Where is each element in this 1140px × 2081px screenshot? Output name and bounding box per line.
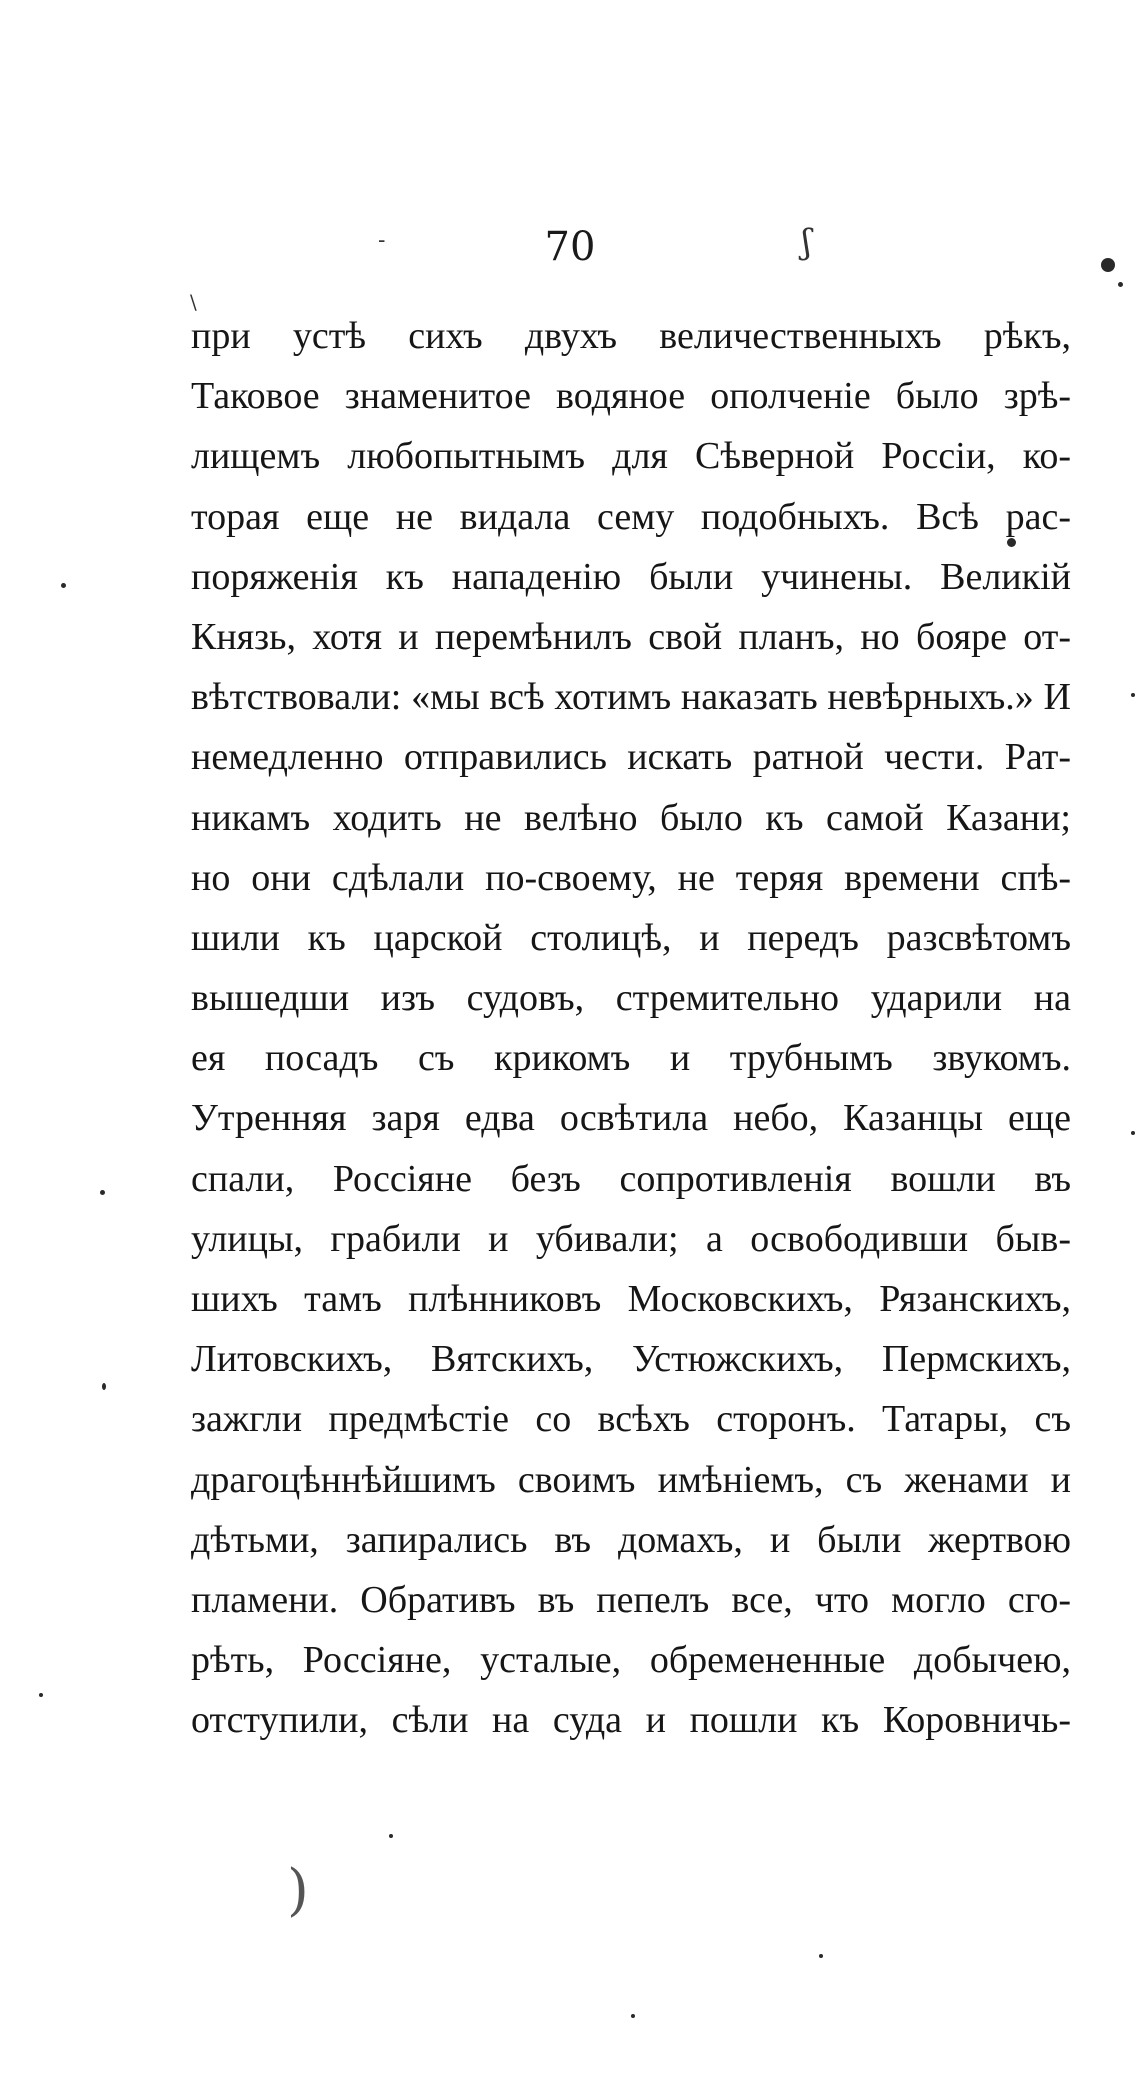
text-line: спали, Россіяне безъ сопротивленія вошли въ (191, 1157, 1071, 1200)
text-line: пламени. Обративъ въ пепелъ все, что могло сго- (191, 1578, 1071, 1621)
text-line: шили къ царской столицѣ, и передъ разсвѣтомъ (191, 916, 1071, 959)
text-line: немедленно отправились искать ратной чести. Рат- (191, 736, 1071, 779)
scan-mark: ) (287, 1858, 309, 1923)
text-line: торая еще не видала сему подобныхъ. Всѣ рас- (191, 495, 1071, 538)
scan-speck (1007, 538, 1016, 547)
scan-speck (39, 1693, 43, 1697)
text-line: Князь, хотя и перемѣнилъ свой планъ, но бояре от- (191, 615, 1071, 658)
text-line: Литовскихъ, Вятскихъ, Устюжскихъ, Пермскихъ, (191, 1338, 1071, 1381)
text-line: вѣтствовали: «мы всѣ хотимъ наказать невѣрныхъ.» И (191, 676, 1071, 719)
scan-mark: ʃ (802, 222, 812, 262)
scan-speck (819, 1954, 823, 1958)
scan-speck (102, 1383, 106, 1390)
text-line: улицы, грабили и убивали; а освободивши быв- (191, 1217, 1071, 1260)
text-line: вышедши изъ судовъ, стремительно ударили на (191, 977, 1071, 1020)
text-line: поряженія къ нападенію были учинены. Великій (191, 555, 1071, 598)
scan-mark: - (378, 228, 386, 253)
text-line: зажгли предмѣстіе со всѣхъ сторонъ. Татары, съ (191, 1398, 1071, 1441)
scan-speck (100, 1190, 105, 1195)
scan-mark: \ (190, 290, 197, 314)
scan-speck (389, 1834, 393, 1838)
scan-speck (1101, 258, 1115, 272)
text-line: ея посадъ съ крикомъ и трубнымъ звукомъ. (191, 1037, 1071, 1080)
text-line: при устѣ сихъ двухъ величественныхъ рѣкъ, (191, 315, 1071, 357)
text-line: Таковое знаменитое водяное ополченіе было зрѣ- (191, 375, 1071, 418)
text-line: драгоцѣннѣйшимъ своимъ имѣніемъ, съ женами и (191, 1458, 1071, 1501)
text-line: шихъ тамъ плѣнниковъ Московскихъ, Рязанскихъ, (191, 1278, 1071, 1320)
page-number: 70 (544, 224, 596, 270)
scan-speck (61, 583, 66, 588)
text-line: рѣть, Россіяне, усталые, обремененные добычею, (191, 1639, 1071, 1682)
scan-speck (1131, 693, 1135, 697)
scan-speck (1118, 282, 1123, 287)
page-text (191, 306, 1071, 1751)
text-line: никамъ ходить не велѣно было къ самой Казани; (191, 796, 1071, 839)
text-line: но они сдѣлали по-своему, не теряя времени спѣ- (191, 856, 1071, 899)
text-line: лищемъ любопытнымъ для Сѣверной Россіи, ко- (191, 435, 1071, 478)
text-line: дѣтьми, запирались въ домахъ, и были жертвою (191, 1518, 1071, 1561)
text-line: отступили, сѣли на суда и пошли къ Коровничь- (191, 1699, 1071, 1742)
text-line: Утренняя заря едва освѣтила небо, Казанцы еще (191, 1097, 1071, 1140)
scan-speck (631, 2014, 635, 2018)
scan-speck (1131, 1131, 1135, 1135)
